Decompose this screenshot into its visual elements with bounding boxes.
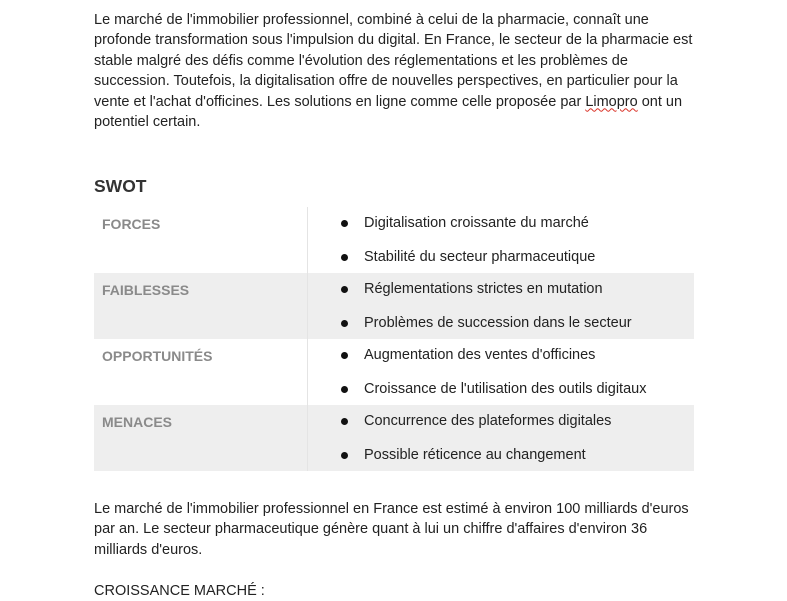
swot-label-cell — [94, 339, 308, 405]
swot-row-menaces — [94, 405, 694, 471]
bullet-item: Réglementations strictes en mutation — [308, 279, 694, 299]
intro-paragraph — [94, 10, 694, 132]
bullet-list — [308, 207, 694, 273]
bullet-item: Concurrence des plateformes digitales — [308, 411, 694, 431]
swot-items-cell — [308, 339, 695, 405]
swot-heading: SWOT — [94, 176, 147, 196]
swot-row-forces — [94, 207, 694, 273]
market-paragraph: Le marché de l'immobilier professionnel en France est estimé à environ 100 milliards d'euros par an. Le secteur pharmaceutique génère quant à lui un chiffre d'affaires d'environ 36 milliards d'euros. — [94, 501, 689, 558]
growth-label: CROISSANCE MARCHÉ : — [94, 583, 265, 599]
bullet-item: Problèmes de succession dans le secteur — [308, 313, 694, 333]
swot-label-faiblesses: FAIBLESSES — [102, 282, 190, 298]
spellcheck-word-limopro[interactable]: Limopro — [585, 93, 638, 110]
bullet-list — [308, 339, 694, 405]
intro-text-start: Le marché de l'immobilier professionnel, combiné à celui de la pharmacie, connaît une profonde transformation sous l'impulsion du digital. En France, le secteur de la pharmacie est stable malgré des défis comme l'évolution des réglementations et les problèmes de succession. Toutefois, la digitalisation offre de nouvelles perspectives, en particulier pour la vente et l'achat d'officines. Les solutions en ligne comme celle proposée par — [94, 12, 693, 110]
swot-label-menaces: MENACES — [102, 414, 173, 430]
bullet-list — [308, 405, 694, 471]
swot-label-cell — [94, 273, 308, 339]
bullet-list — [308, 273, 694, 339]
swot-label-forces: FORCES — [102, 216, 161, 232]
swot-row-faiblesses — [94, 273, 694, 339]
bullet-item: Augmentation des ventes d'officines — [308, 345, 694, 365]
swot-label-cell — [94, 405, 308, 471]
swot-table — [94, 207, 694, 471]
swot-items-cell — [308, 207, 695, 273]
document-page — [94, 10, 694, 599]
swot-label-opportunites: OPPORTUNITÉS — [102, 348, 213, 364]
swot-row-opportunites — [94, 339, 694, 405]
swot-items-cell — [308, 273, 695, 339]
bullet-item: Possible réticence au changement — [308, 445, 694, 465]
bullet-item: Croissance de l'utilisation des outils digitaux — [308, 379, 694, 399]
bullet-item: Stabilité du secteur pharmaceutique — [308, 247, 694, 267]
swot-label-cell — [94, 207, 308, 273]
bullet-item: Digitalisation croissante du marché — [308, 213, 694, 233]
swot-items-cell — [308, 405, 695, 471]
intro-text-end: ont un potentiel certain. — [94, 93, 683, 131]
